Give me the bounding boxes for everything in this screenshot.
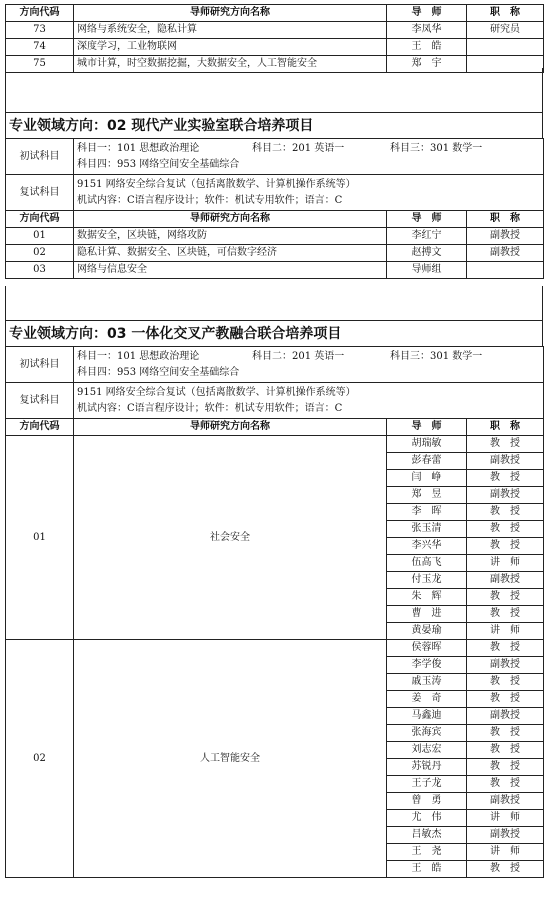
exam-retest-content	[74, 175, 544, 211]
cell-advisor: 尤 伟	[387, 810, 467, 827]
cell-title: 教 授	[467, 504, 544, 521]
cell-advisor: 张玉清	[387, 521, 467, 538]
cell-advisor: 李 晖	[387, 504, 467, 521]
cell-advisor: 李凤华	[387, 22, 467, 39]
exam-retest-row	[6, 383, 544, 419]
exam-initial-label: 初试科目	[6, 139, 74, 175]
cell-advisor: 赵搏文	[387, 245, 467, 262]
cell-code: 73	[6, 22, 74, 39]
cell-title: 副教授	[467, 708, 544, 725]
cell-advisor: 伍高飞	[387, 555, 467, 572]
cell-title: 副教授	[467, 827, 544, 844]
subject-two: 科目二：201 英语一	[252, 142, 345, 154]
cell-advisor: 戚玉涛	[387, 674, 467, 691]
subject-three: 科目三：301 数学一	[390, 350, 483, 362]
cell-name: 网络与信息安全	[74, 262, 387, 279]
cell-title: 教 授	[467, 640, 544, 657]
exam-initial-content	[74, 139, 544, 175]
cell-title: 教 授	[467, 521, 544, 538]
cell-advisor: 郑 宇	[387, 56, 467, 73]
table-row	[6, 262, 544, 279]
header-name: 导师研究方向名称	[74, 5, 387, 22]
top-table	[5, 4, 544, 73]
cell-name: 深度学习，工业物联网	[74, 39, 387, 56]
cell-advisor: 苏锐丹	[387, 759, 467, 776]
cell-title: 副教授	[467, 453, 544, 470]
table-row	[6, 640, 544, 657]
cell-title: 教 授	[467, 691, 544, 708]
cell-name: 城市计算，时空数据挖掘，大数据安全，人工智能安全	[74, 56, 387, 73]
spacer-block	[5, 286, 543, 320]
cell-title: 教 授	[467, 776, 544, 793]
cell-advisor: 付玉龙	[387, 572, 467, 589]
exam-initial-row	[6, 347, 544, 383]
section-03-table	[5, 346, 544, 878]
cell-advisor: 曹 进	[387, 606, 467, 623]
group-code: 01	[6, 436, 74, 640]
cell-title: 教 授	[467, 538, 544, 555]
cell-advisor: 王 尧	[387, 844, 467, 861]
retest-line-2: 机试内容：C语言程序设计；软件：机试专用软件；语言：C	[77, 402, 343, 414]
cell-title: 副教授	[467, 245, 544, 262]
cell-advisor: 朱 辉	[387, 589, 467, 606]
cell-code: 74	[6, 39, 74, 56]
cell-title: 教 授	[467, 759, 544, 776]
cell-name: 网络与系统安全，隐私计算	[74, 22, 387, 39]
section-heading-02: 专业领域方向：02 现代产业实验室联合培养项目	[5, 112, 543, 139]
cell-advisor: 胡瑞敏	[387, 436, 467, 453]
exam-retest-content	[74, 383, 544, 419]
header-advisor: 导 师	[387, 419, 467, 436]
header-code: 方向代码	[6, 419, 74, 436]
cell-title: 教 授	[467, 725, 544, 742]
cell-title: 教 授	[467, 674, 544, 691]
group-body	[6, 436, 544, 878]
cell-advisor: 曾 勇	[387, 793, 467, 810]
header-code: 方向代码	[6, 5, 74, 22]
table-row	[6, 436, 544, 453]
table-row	[6, 228, 544, 245]
cell-title: 副教授	[467, 657, 544, 674]
exam-initial-label: 初试科目	[6, 347, 74, 383]
retest-line-1: 9151 网络安全综合复试（包括离散数学、计算机操作系统等）	[77, 178, 356, 190]
cell-advisor: 王 皓	[387, 861, 467, 878]
header-title: 职 称	[467, 419, 544, 436]
header-row	[6, 419, 544, 436]
header-code: 方向代码	[6, 211, 74, 228]
cell-advisor: 李学俊	[387, 657, 467, 674]
section-02-table	[5, 138, 544, 279]
cell-title: 副教授	[467, 572, 544, 589]
cell-advisor: 黄晏瑜	[387, 623, 467, 640]
group-direction-name: 社会安全	[74, 436, 387, 640]
exam-initial-content	[74, 347, 544, 383]
subject-two: 科目二：201 英语一	[252, 350, 345, 362]
header-row	[6, 211, 544, 228]
exam-retest-label: 复试科目	[6, 175, 74, 211]
cell-code: 75	[6, 56, 74, 73]
table-row	[6, 22, 544, 39]
retest-line-1: 9151 网络安全综合复试（包括离散数学、计算机操作系统等）	[77, 386, 356, 398]
cell-code: 03	[6, 262, 74, 279]
cell-title: 副教授	[467, 487, 544, 504]
cell-title: 副教授	[467, 228, 544, 245]
cell-title: 讲 师	[467, 623, 544, 640]
cell-title: 教 授	[467, 589, 544, 606]
cell-advisor: 闫 峥	[387, 470, 467, 487]
cell-title: 讲 师	[467, 555, 544, 572]
header-advisor: 导 师	[387, 5, 467, 22]
header-advisor: 导 师	[387, 211, 467, 228]
cell-advisor: 张海宾	[387, 725, 467, 742]
retest-line-2: 机试内容：C语言程序设计；软件：机试专用软件；语言：C	[77, 194, 343, 206]
subject-four: 科目四：953 网络空间安全基础综合	[77, 366, 240, 378]
table-row	[6, 39, 544, 56]
header-name: 导师研究方向名称	[74, 419, 387, 436]
cell-advisor: 郑 昱	[387, 487, 467, 504]
cell-title: 教 授	[467, 606, 544, 623]
cell-title: 副教授	[467, 793, 544, 810]
exam-initial-row	[6, 139, 544, 175]
cell-advisor: 王 皓	[387, 39, 467, 56]
cell-advisor: 王子龙	[387, 776, 467, 793]
subject-one: 科目一：101 思想政治理论	[77, 350, 200, 362]
exam-retest-label: 复试科目	[6, 383, 74, 419]
subject-one: 科目一：101 思想政治理论	[77, 142, 200, 154]
header-row	[6, 5, 544, 22]
cell-advisor: 李红宁	[387, 228, 467, 245]
header-title: 职 称	[467, 211, 544, 228]
cell-code: 01	[6, 228, 74, 245]
cell-title: 研究员	[467, 22, 544, 39]
cell-title: 教 授	[467, 742, 544, 759]
cell-title: 教 授	[467, 470, 544, 487]
cell-advisor: 吕敏杰	[387, 827, 467, 844]
cell-title: 教 授	[467, 861, 544, 878]
cell-title	[467, 262, 544, 279]
cell-name: 隐私计算、数据安全、区块链，可信数字经济	[74, 245, 387, 262]
section-heading-03: 专业领域方向：03 一体化交叉产教融合联合培养项目	[5, 320, 543, 347]
header-title: 职 称	[467, 5, 544, 22]
cell-advisor: 刘志宏	[387, 742, 467, 759]
group-code: 02	[6, 640, 74, 878]
spacer-block	[5, 68, 543, 112]
subject-three: 科目三：301 数学一	[390, 142, 483, 154]
cell-code: 02	[6, 245, 74, 262]
header-name: 导师研究方向名称	[74, 211, 387, 228]
cell-advisor: 彭春蕾	[387, 453, 467, 470]
group-direction-name: 人工智能安全	[74, 640, 387, 878]
table-row	[6, 245, 544, 262]
cell-advisor: 导师组	[387, 262, 467, 279]
exam-retest-row	[6, 175, 544, 211]
cell-advisor: 马鑫迪	[387, 708, 467, 725]
cell-advisor: 姜 奇	[387, 691, 467, 708]
cell-advisor: 侯蓉晖	[387, 640, 467, 657]
subject-four: 科目四：953 网络空间安全基础综合	[77, 158, 240, 170]
cell-title	[467, 39, 544, 56]
cell-title: 教 授	[467, 436, 544, 453]
cell-title: 讲 师	[467, 810, 544, 827]
cell-advisor: 李兴华	[387, 538, 467, 555]
cell-title: 讲 师	[467, 844, 544, 861]
cell-name: 数据安全，区块链，网络攻防	[74, 228, 387, 245]
